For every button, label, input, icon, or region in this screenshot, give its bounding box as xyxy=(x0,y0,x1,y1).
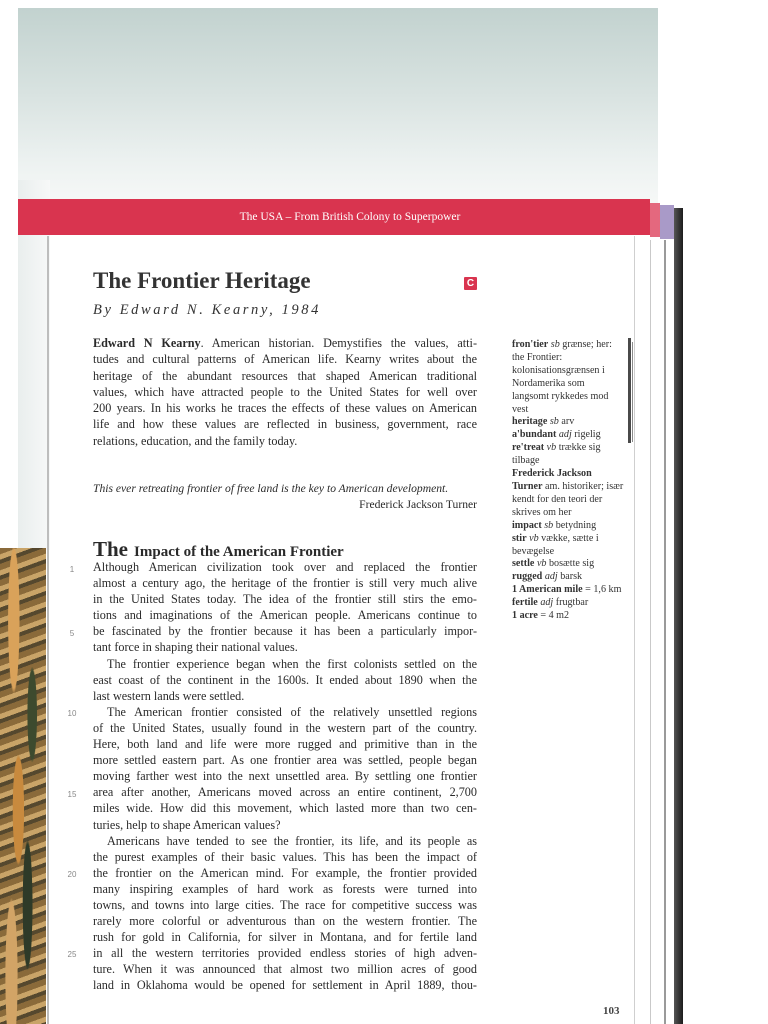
epigraph xyxy=(93,481,477,513)
section-heading-rest: Impact of the American Frontier xyxy=(134,544,344,560)
glossary-part-of-speech: sb xyxy=(549,416,559,428)
level-badge: C xyxy=(464,277,477,290)
glossary-definition: barsk xyxy=(557,571,583,583)
intro-line: life and how these values are reflected in business, government, race xyxy=(93,417,477,432)
glossary-word: settle xyxy=(512,558,535,570)
line-number: 5 xyxy=(69,629,75,638)
epigraph-text: This ever retreating frontier of free land is the key to American development. xyxy=(93,482,449,495)
glossary xyxy=(512,339,624,623)
text-line: almost a century ago, the heritage of the frontier is still very much alive xyxy=(93,576,477,591)
text-line: Although American civilization took over and replaced the frontier xyxy=(93,560,477,574)
text-line: tant force in shaping their national values. xyxy=(93,640,298,655)
glossary-word: Frederick Jackson Turner xyxy=(512,468,592,492)
glossary-entry xyxy=(512,339,624,416)
paragraph xyxy=(93,704,477,833)
glossary-word: fertile xyxy=(512,597,538,609)
epigraph-author: Frederick Jackson Turner xyxy=(359,498,477,511)
header-band-tail xyxy=(650,203,660,237)
glossary-entry xyxy=(512,442,624,468)
paragraph xyxy=(93,833,477,994)
glossary-entry xyxy=(512,520,624,533)
text-line: The frontier experience began when the first colonists settled on the xyxy=(107,656,477,671)
glossary-entry xyxy=(512,468,624,520)
text-line: more settled eastern part. As one frontier area was settled, people began xyxy=(93,753,477,768)
glossary-definition: vække, sætte i bevægelse xyxy=(512,532,599,557)
header-band-title: The USA – From British Colony to Superpower xyxy=(239,211,461,223)
margin-mark xyxy=(632,342,633,442)
book-page-edge xyxy=(674,208,683,1024)
text-line: land in Oklahoma would be opened for settlement in April 1889, thou- xyxy=(93,978,477,993)
intro-line: tudes and cultural patterns of American life. Kearny writes about the xyxy=(93,352,477,367)
text-line: rarely more colorful or adventurous than on the western frontier. The xyxy=(93,914,477,929)
page-number: 103 xyxy=(603,1005,620,1017)
glossary-definition: grænse; her: the Frontier: kolonisationsgrænsen i Nordamerika som langsomt rykkedes mod vest xyxy=(512,339,612,415)
glossary-word: 1 acre xyxy=(512,610,538,622)
glossary-definition: frugtbar xyxy=(553,597,589,609)
article-title: The Frontier Heritage xyxy=(93,268,311,293)
text-line: miles wide. How did this movement, which lasted more than two cen- xyxy=(93,801,477,816)
glossary-definition: trække sig tilbage xyxy=(512,442,601,467)
glossary-definition: = 4 m2 xyxy=(537,610,570,622)
glossary-entry xyxy=(512,584,624,597)
glossary-word: fron'tier xyxy=(512,339,549,350)
section-heading-first-word: The xyxy=(93,537,129,561)
glossary-entry xyxy=(512,571,624,584)
glossary-entry xyxy=(512,533,624,559)
intro-line: relations, education, and the family today. xyxy=(93,433,298,448)
author-intro xyxy=(93,335,477,449)
text-line: turies, help to shape American values? xyxy=(93,817,281,832)
text-line: the purest examples of their basic values. This has been the impact of xyxy=(93,849,477,864)
glossary-definition: arv xyxy=(558,416,575,428)
line-number: 20 xyxy=(67,870,77,879)
scan-background xyxy=(18,8,658,203)
glossary-definition: = 1,6 km xyxy=(582,584,622,596)
text-line: tions and imaginations of the American people. Americans continue to xyxy=(93,608,477,623)
paragraph xyxy=(93,656,477,704)
text-line: The American frontier consisted of the relatively unsettled regions xyxy=(107,704,477,719)
text-line: many inspiring examples of hard work as forests were turned into xyxy=(93,881,477,896)
glossary-word: 1 American mile xyxy=(512,584,583,596)
facing-page-illustration xyxy=(0,548,46,1024)
text-line: area after another, Americans moved across an entire continent, 2,700 xyxy=(93,785,477,800)
text-line: Here, both land and life were more rugged and primitive than in the xyxy=(93,737,477,752)
glossary-entry xyxy=(512,558,624,571)
paragraph xyxy=(93,559,477,656)
text-line: last western lands were settled. xyxy=(93,688,245,703)
article-byline: By Edward N. Kearny, 1984 xyxy=(93,302,321,318)
text-line: ture. When it was announced that almost two million acres of good xyxy=(93,962,477,977)
intro-line: heritage of the abundant resources that shaped American traditional xyxy=(93,368,477,383)
glossary-part-of-speech: vb xyxy=(546,442,557,454)
author-name: Edward N Kearny xyxy=(93,336,201,350)
book-gutter xyxy=(47,236,49,1024)
text-line: Americans have tended to see the frontier, its life, and its people as xyxy=(107,833,477,848)
scan-background-left xyxy=(18,180,50,550)
header-band-tab xyxy=(660,205,674,239)
line-number: 25 xyxy=(67,950,77,959)
text-line: of the United States, usually found in the western part of the country. xyxy=(93,720,477,735)
glossary-word: impact xyxy=(512,519,542,531)
article-body xyxy=(93,559,477,994)
text-line: east coast of the continent in the 1600s. It ended about 1890 when the xyxy=(93,672,477,687)
text-line: the frontier on the American mind. For example, the frontier provided xyxy=(93,865,477,880)
text-line: in the United States today. The idea of the frontier still stirs the emo- xyxy=(93,592,477,607)
glossary-definition: bosætte sig xyxy=(546,558,595,570)
glossary-part-of-speech: vb xyxy=(536,558,547,570)
glossary-word: stir xyxy=(512,532,527,544)
glossary-part-of-speech: adj xyxy=(558,429,572,441)
glossary-definition: rigelig xyxy=(571,429,601,441)
glossary-part-of-speech: sb xyxy=(550,339,560,350)
glossary-word: a'bundant xyxy=(512,429,557,441)
text-line: rush for gold in California, for silver in Montana, and for fertile land xyxy=(93,930,477,945)
text-line: be fascinated by the frontier because it has been a particularly impor- xyxy=(93,624,477,639)
line-number: 1 xyxy=(69,565,75,574)
line-number: 15 xyxy=(67,790,77,799)
intro-line: Edward N Kearny. American historian. Demystifies the values, atti- xyxy=(93,336,478,350)
glossary-word: re'treat xyxy=(512,442,545,454)
text-line: in all the western territories provided endless stories of high adven- xyxy=(93,946,477,961)
glossary-word: heritage xyxy=(512,416,548,428)
glossary-entry xyxy=(512,429,624,442)
book-page-edge-line xyxy=(664,240,666,1024)
glossary-entry xyxy=(512,610,624,623)
glossary-word: rugged xyxy=(512,571,543,583)
glossary-entry xyxy=(512,416,624,429)
glossary-part-of-speech: adj xyxy=(544,571,558,583)
glossary-entry xyxy=(512,597,624,610)
intro-line: 200 years. In his works he traces the effects of these values on American xyxy=(93,401,477,416)
text-line: moving farther west into the next unsettled area. By settling one frontier xyxy=(93,769,477,784)
glossary-part-of-speech: sb xyxy=(544,519,554,531)
glossary-part-of-speech: adj xyxy=(540,597,554,609)
column-divider xyxy=(634,236,635,1024)
glossary-definition: betydning xyxy=(553,519,597,531)
text-line: towns, and towns into large cities. The race for competitive success was xyxy=(93,897,477,912)
glossary-definition: am. historiker; især kendt for den teori der skrives om her xyxy=(512,480,624,518)
intro-line: values, which have attracted people to the United States for well over xyxy=(93,384,477,399)
line-number: 10 xyxy=(67,709,77,718)
glossary-part-of-speech: vb xyxy=(529,532,539,544)
margin-mark xyxy=(628,338,631,443)
book-page-edge-line xyxy=(650,240,651,1024)
